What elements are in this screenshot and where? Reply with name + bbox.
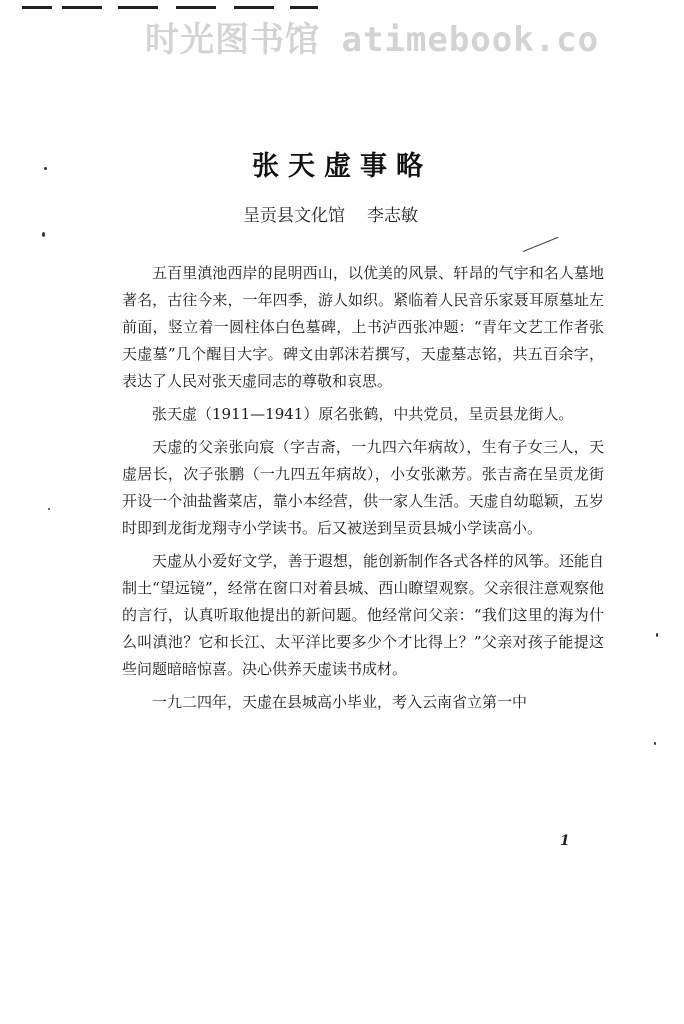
top-dash: [176, 6, 216, 9]
paragraph: 张天虚（1911—1941）原名张鹤，中共党员，呈贡县龙街人。: [152, 405, 574, 423]
paragraph: 天虚从小爱好文学，善于遐想，能创新制作各式各样的风筝。还能自制土“望远镜”，经常在窗口对着县城、西山瞭望观察。父亲很注意观察他的言行，认真听取他提出的新问题。他经常问父亲：“我们这里的海为什么叫滇池？它和长江、太平洋比要多少个才比得上？”父亲对孩子能提这些问题暗暗惊喜。决心供养天虚读书成材。: [122, 552, 604, 678]
paragraph: 天虚的父亲张向宸（字吉斋，一九四六年病故），生有子女三人，天虚居长，次子张鹏（一九四五年病故），小女张漱芳。张吉斋在呈贡龙街开设一个油盐酱菜店，靠小本经营，供一家人生活。天虚自幼聪颖，五岁时即到龙街龙翔寺小学读书。后又被送到呈贡县城小学读高小。: [122, 438, 604, 537]
page-number: 1: [560, 833, 570, 849]
author-organization: 呈贡县文化馆: [243, 206, 345, 226]
scan-speck: [654, 742, 656, 745]
scan-speck: [656, 633, 658, 637]
scan-speck: [42, 232, 45, 237]
paragraph: 五百里滇池西岸的昆明西山，以优美的风景、轩昂的气宇和名人墓地著名，古往今来，一年四季，游人如织。紧临着人民音乐家聂耳原墓址左前面，竖立着一圆柱体白色墓碑，上书泸西张冲题：“青年文艺工作者张天虚墓”几个醒目大字。碑文由郭沫若撰写，天虚墓志铭，共五百余字，表达了人民对张天虚同志的尊敬和哀思。: [122, 264, 604, 390]
paragraph: 一九二四年，天虚在县城高小毕业，考入云南省立第一中: [152, 693, 528, 711]
top-dash: [22, 6, 52, 9]
pen-stroke: [523, 237, 559, 252]
watermark: 时光图书馆 atimebook.co: [145, 20, 600, 60]
top-dash: [62, 6, 102, 9]
top-dash: [234, 6, 274, 9]
byline: [243, 201, 418, 226]
top-dash: [118, 6, 158, 9]
scan-speck: [44, 167, 47, 170]
article-body: [122, 260, 604, 722]
article-title: 张天虚事略: [252, 151, 432, 182]
scan-speck: [48, 508, 50, 510]
top-dash: [290, 6, 318, 9]
author-name: 李志敏: [367, 206, 418, 226]
